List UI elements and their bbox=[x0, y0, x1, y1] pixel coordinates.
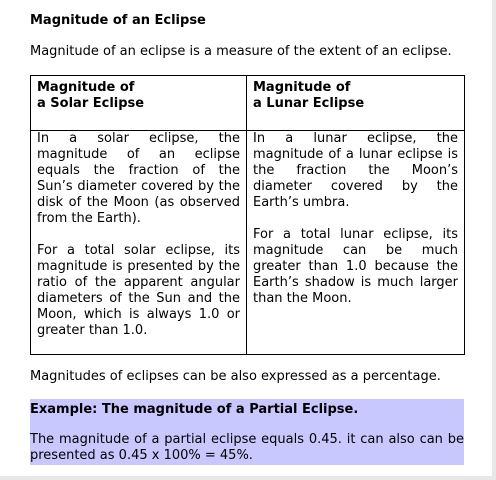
eclipse-magnitude-table bbox=[30, 75, 465, 355]
solar-paragraph-1: In a solar eclipse, the magnitude of an eclipse equals the fraction of the Sun’s diameter covered by the disk of the Moon (as observed from the Earth). bbox=[37, 131, 240, 226]
header-lunar-eclipse bbox=[247, 76, 465, 131]
solar-paragraph-2: For a total solar eclipse, its magnitude is presented by the ratio of the apparent angular diameters of the Sun and the Moon, which is always 1.0 or greater than 1.0. bbox=[37, 243, 240, 338]
table-row bbox=[31, 131, 465, 355]
header-lunar-line2: a Lunar Eclipse bbox=[253, 96, 365, 111]
header-solar-line2: a Solar Eclipse bbox=[37, 96, 145, 111]
lunar-paragraph-1: In a lunar eclipse, the magnitude of a lunar eclipse is the fraction the Moon’s diameter covered by the Earth’s umbra. bbox=[253, 131, 458, 210]
lunar-paragraph-2: For a total lunar eclipse, its magnitude can be much greater than 1.0 because the Earth’s shadow is much larger than the Moon. bbox=[253, 227, 458, 306]
window-edge-right bbox=[492, 0, 496, 480]
page-title: Magnitude of an Eclipse bbox=[30, 13, 206, 28]
header-solar-eclipse bbox=[31, 76, 247, 131]
solar-eclipse-cell bbox=[31, 131, 247, 355]
example-body: The magnitude of a partial eclipse equals 0.45. it can also can be presented as 0.45 x 100% = 45%. bbox=[30, 432, 464, 463]
header-solar-line1: Magnitude of bbox=[37, 80, 135, 95]
header-lunar-line1: Magnitude of bbox=[253, 80, 351, 95]
example-heading: Example: The magnitude of a Partial Eclipse. bbox=[30, 402, 359, 417]
lunar-eclipse-cell bbox=[247, 131, 465, 355]
intro-text: Magnitude of an eclipse is a measure of the extent of an eclipse. bbox=[30, 44, 452, 59]
window-edge-bottom bbox=[0, 476, 496, 480]
table-header-row bbox=[31, 76, 465, 131]
percentage-note: Magnitudes of eclipses can be also expressed as a percentage. bbox=[30, 369, 441, 384]
example-box bbox=[30, 399, 464, 465]
